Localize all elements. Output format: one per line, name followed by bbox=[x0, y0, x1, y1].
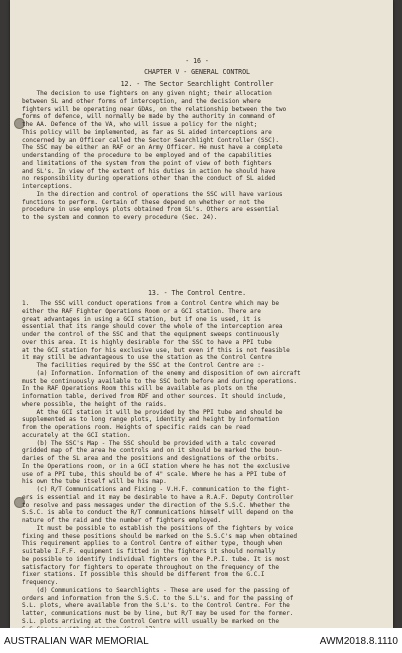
text-line: must be continuously available to the SSC both before and during operations. bbox=[22, 377, 298, 385]
text-line: at the GCI station for his exclusive use, but even if this is not feasible bbox=[22, 346, 290, 354]
text-line: ers is essential and it may be desirable to have a R.A.F. Deputy Controller bbox=[22, 493, 294, 501]
text-line: interceptions. bbox=[22, 183, 73, 190]
text-line: fixer stations. If possible this should be different from the G.C.I bbox=[22, 571, 265, 579]
text-line: information table, derived from RDF and other sources. It should include, bbox=[22, 393, 287, 400]
text-line: This requirement applies to a Control Centre of either type, though when bbox=[22, 540, 283, 548]
text-line: At the GCI station it will be provided by the PPI tube and should be bbox=[22, 408, 283, 416]
text-line: supplemented as to long range plots, identity and height by information bbox=[22, 416, 279, 424]
text-line: fixing and these positions should be marked on the S.S.C's map when obtained bbox=[22, 532, 298, 540]
text-line: to the system and common to every procedure (Sec. 24). bbox=[22, 214, 218, 221]
text-line: orders and information from the S.S.C. to the S.L's. and for the passing of bbox=[22, 594, 294, 602]
text-line: where possible, the height of the raids. bbox=[22, 400, 167, 408]
text-line: use of a PPI tube, this should be of 4" scale. Where he has a PPI tube of bbox=[22, 470, 287, 478]
text-line: The SSC may be either an RAF or an Army Officer. He must have a complete bbox=[22, 144, 283, 152]
text-line: satisfactory for fighters to operate throughout on the frequency of the bbox=[22, 563, 279, 571]
text-line: (c) R/T Communications and Fixing - V.H.F. communication to the fight- bbox=[22, 486, 290, 493]
text-line: either the RAF Fighter Operations Room or a GCI station. There are bbox=[22, 307, 261, 315]
text-line: to resolve and pass messages under the direction of the S.S.C. Whether the bbox=[22, 501, 290, 509]
text-line: and limitations of the system from the point of view of both fighters bbox=[22, 159, 272, 167]
text-line: essential that its range should cover the whole of the interception area bbox=[22, 323, 283, 331]
text-line: his own the tube itself will be his map. bbox=[22, 478, 167, 486]
text-line: The facilities required by the SSC at the Control Centre are :- bbox=[22, 362, 265, 369]
text-line: In the Operations room, or in a GCI station where he has not the exclusive bbox=[22, 462, 290, 470]
text-line: from the operations room. Heights of specific raids can be read bbox=[22, 424, 250, 431]
text-line: gridded map of the area he controls and on it should be marked the boun- bbox=[22, 447, 283, 455]
text-line: no responsibility during operations other than the conduct of SL aided bbox=[22, 175, 276, 183]
text-line: (d) Communications to Searchlights - These are used for the passing of bbox=[22, 586, 290, 594]
text-line: the AA. Defence of the VA, who will issue a policy for the night; bbox=[22, 121, 258, 128]
document-text bbox=[22, 57, 372, 625]
text-line: S.S.C. is able to conduct the R/T communications himself will depend on the bbox=[22, 509, 294, 517]
text-line: nature of the raid and the number of fighters employed. bbox=[22, 517, 222, 524]
text-line: great advantages in using a GCI station, but if one is used, it is bbox=[22, 315, 261, 323]
text-line: In the direction and control of operations the SSC will have various bbox=[22, 190, 283, 198]
text-line: daries of the SL area and the positions and designations of the orbits. bbox=[22, 455, 279, 462]
text-line: be possible to identify individual fighters on the P.P.I. tube. It is most bbox=[22, 555, 290, 563]
text-line: and SL's. In view of the extent of his duties in action he should have bbox=[22, 167, 276, 175]
text-line: understanding of the procedure to be employed and of the capabilities bbox=[22, 152, 272, 159]
text-line: It must be possible to establish the positions of the fighters by voice bbox=[22, 524, 294, 532]
archive-footer bbox=[0, 628, 402, 653]
text-line: 1. The SSC will conduct operations from a Control Centre which may be bbox=[22, 300, 279, 307]
section-13-heading: 13. - The Control Centre. bbox=[148, 289, 246, 297]
text-line: S.L. plots, where available from the S.L's. to the Control Centre. For the bbox=[22, 602, 290, 610]
text-line: frequency. bbox=[22, 579, 59, 586]
footer-institution: AUSTRALIAN WAR MEMORIAL bbox=[4, 636, 149, 647]
section-12-heading: 12. - The Sector Searchlight Controller bbox=[120, 80, 274, 88]
text-line: between SL and other forms of interception, and the decision where bbox=[22, 97, 261, 105]
text-line: S.L. plots arriving at the Control Centre will usually be marked on the bbox=[22, 617, 279, 625]
page-number: - 16 - bbox=[185, 57, 209, 65]
text-line: accurately at the GCI station. bbox=[22, 431, 131, 439]
text-line: suitable I.F.F. equipment is fitted in the fighters it should normally bbox=[22, 548, 276, 555]
text-line: under the control of the SSC and that the equipment sweeps continuously bbox=[22, 331, 279, 338]
text-line: procedure in use employs plots obtained from SL's. Others are essential bbox=[22, 206, 279, 214]
text-line: The decision to use fighters on any given night; their allocation bbox=[22, 90, 272, 97]
text-line: concerned by an Officer called the Sector Searchlight Controller (SSC). bbox=[22, 136, 279, 144]
text-line: (a) Information. Information of the enemy and disposition of own aircraft bbox=[22, 369, 301, 377]
text-line: functions to perform. Certain of these depend on whether or not the bbox=[22, 198, 265, 206]
text-line: forms of defence, will normally be made by the authority in command of bbox=[22, 113, 276, 121]
text-line: it may still be advantageous to use the station as the Control Centre bbox=[22, 354, 272, 362]
text-line: fighters will be operating near GDAs, on the relationship between the two bbox=[22, 105, 287, 113]
footer-accession-number: AWM2018.8.1110 bbox=[319, 636, 398, 647]
text-line: This policy will be implemented, as far as SL aided interceptions are bbox=[22, 128, 272, 136]
text-line: (b) The SSC's Map - The SSC should be provided with a talc covered bbox=[22, 439, 276, 447]
text-line: latter, communications must be by line, but R/T may be used for the former. bbox=[22, 610, 294, 617]
text-line: over this area. It is highly desirable for the SSC to have a PPI tube bbox=[22, 338, 272, 346]
chapter-heading: CHAPTER V - GENERAL CONTROL bbox=[144, 68, 250, 76]
text-line: In the RAF Operations Room this will be available as plots on the bbox=[22, 385, 258, 393]
